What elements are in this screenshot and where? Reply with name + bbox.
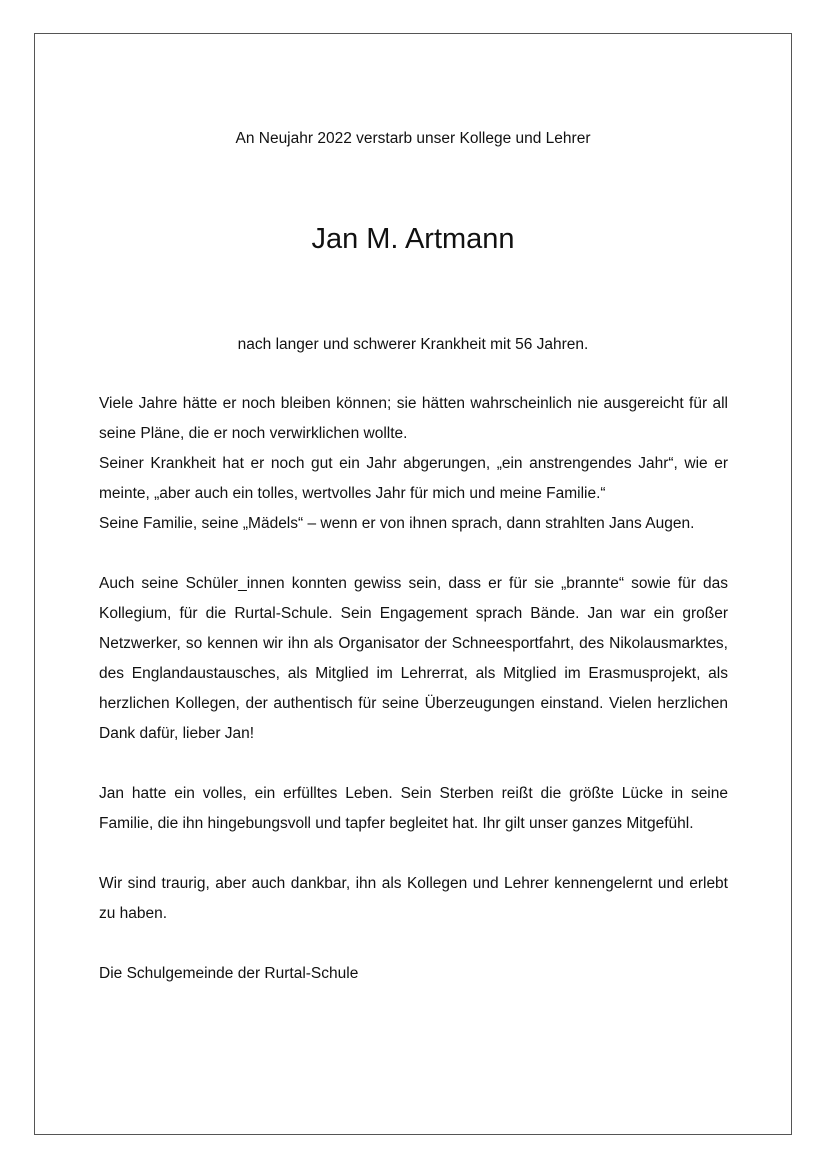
deceased-name: Jan M. Artmann: [311, 223, 515, 255]
signature: Die Schulgemeinde der Rurtal-Schule: [99, 965, 359, 982]
paragraph-line: Seine Familie, seine „Mädels“ – wenn er von ihnen sprach, dann strahlten Jans Augen.: [99, 515, 695, 532]
paragraph-line: Seiner Krankheit hat er noch gut ein Jahr abgerungen, „ein anstrengendes Jahr“, wie er meinte, „aber auch ein tolles, wertvolles Jahr für mich und meine Familie.“: [99, 455, 728, 502]
paragraph-engagement: Auch seine Schüler_innen konnten gewiss sein, dass er für sie „brannte“ sowie für das Kollegium, für die Rurtal-Schule. Sein Engagement sprach Bände. Jan war ein großer Netzwerker, so kennen wir ihn als Organisator der Schneesportfahrt, des Nikolausmarktes, des Englandaustausches, als Mitglied im Lehrerrat, als Mitglied im Erasmusprojekt, als herzlichen Kollegen, der authentisch für seine Überzeugungen einstand. Vielen herzlichen Dank dafür, lieber Jan!: [99, 575, 728, 742]
paragraph-remembrance: [99, 389, 728, 539]
paragraph-family: Jan hatte ein volles, ein erfülltes Leben. Sein Sterben reißt die größte Lücke in seine Familie, die ihn hingebungsvoll und tapfer begleitet hat. Ihr gilt unser ganzes Mitgefühl.: [99, 785, 728, 832]
paragraph-gratitude: Wir sind traurig, aber auch dankbar, ihn als Kollegen und Lehrer kennengelernt und erlebt zu haben.: [99, 875, 728, 922]
subline: nach langer und schwerer Krankheit mit 56 Jahren.: [237, 336, 589, 353]
paragraph-line: Viele Jahre hätte er noch bleiben können; sie hätten wahrscheinlich nie ausgereicht für all seine Pläne, die er noch verwirklichen wollte.: [99, 395, 728, 442]
intro-line: An Neujahr 2022 verstarb unser Kollege und Lehrer: [235, 130, 591, 147]
obituary-body: [99, 389, 728, 1019]
